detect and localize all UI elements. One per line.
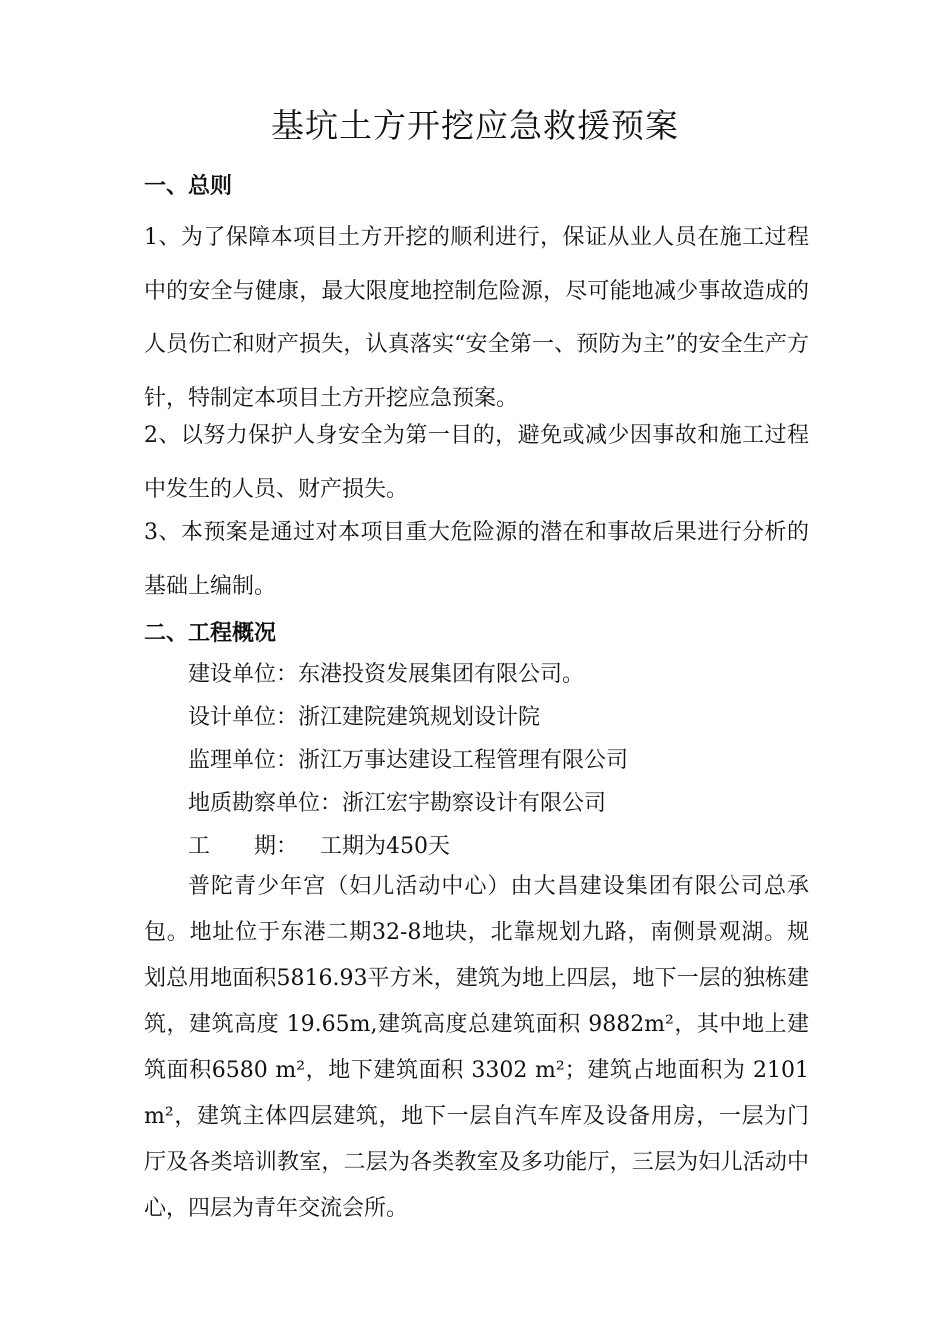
info-label: 地质勘察单位： bbox=[188, 791, 343, 816]
info-value: 东港投资发展集团有限公司。 bbox=[298, 662, 585, 687]
project-description: 普陀青少年宫（妇儿活动中心）由大昌建设集团有限公司总承包。地址位于东港二期32-8地块，北靠规划九路，南侧景观湖。规划总用地面积5816.93平方米，建筑为地上四层，地下一层的独栋建筑，建筑高度 19.65m,建筑高度总建筑面积 9882m²，其中地上建筑面积6580 m²，地下建筑面积 3302 m²；建筑占地面积为 2101 m²，建筑主体四层建筑，地下一层自汽车库及设备用房，一层为门厅及各类培训教室，二层为各类教室及多功能厅，三层为妇儿活动中心，四层为青年交流会所。 bbox=[144, 874, 809, 1221]
paragraph-2: 2、以努力保护人身安全为第一目的，避免或减少因事故和施工过程中发生的人员、财产损失。 bbox=[144, 423, 809, 502]
paragraph-3: 3、本预案是通过对本项目重大危险源的潜在和事故后果进行分析的基础上编制。 bbox=[144, 520, 809, 599]
info-line-construction-period bbox=[188, 828, 450, 866]
info-value: 浙江宏宇勘察设计有限公司 bbox=[342, 791, 607, 816]
info-line-survey-unit bbox=[188, 785, 606, 823]
period-value: 工期为450天 bbox=[320, 834, 451, 859]
info-label: 建设单位： bbox=[188, 662, 299, 687]
info-line-construction-unit bbox=[188, 656, 584, 694]
info-value: 浙江建院建筑规划设计院 bbox=[298, 705, 541, 730]
info-label: 监理单位： bbox=[188, 748, 299, 773]
info-label: 设计单位： bbox=[188, 705, 299, 730]
section-heading-general: 一、总则 bbox=[144, 174, 233, 199]
paragraph-1: 1、为了保障本项目土方开挖的顺利进行，保证从业人员在施工过程中的安全与健康，最大限度地控制危险源，尽可能地减少事故造成的人员伤亡和财产损失，认真落实“安全第一、预防为主”的安全生产方针，特制定本项目土方开挖应急预案。 bbox=[144, 225, 809, 411]
info-value: 浙江万事达建设工程管理有限公司 bbox=[298, 748, 629, 773]
document-title: 基坑土方开挖应急救援预案 bbox=[271, 106, 679, 145]
section-heading-project-overview: 二、工程概况 bbox=[144, 620, 277, 646]
period-label-a: 工 bbox=[188, 834, 211, 859]
period-label-b: 期： bbox=[254, 834, 299, 859]
info-line-design-unit bbox=[188, 699, 540, 737]
info-line-supervision-unit bbox=[188, 742, 628, 780]
